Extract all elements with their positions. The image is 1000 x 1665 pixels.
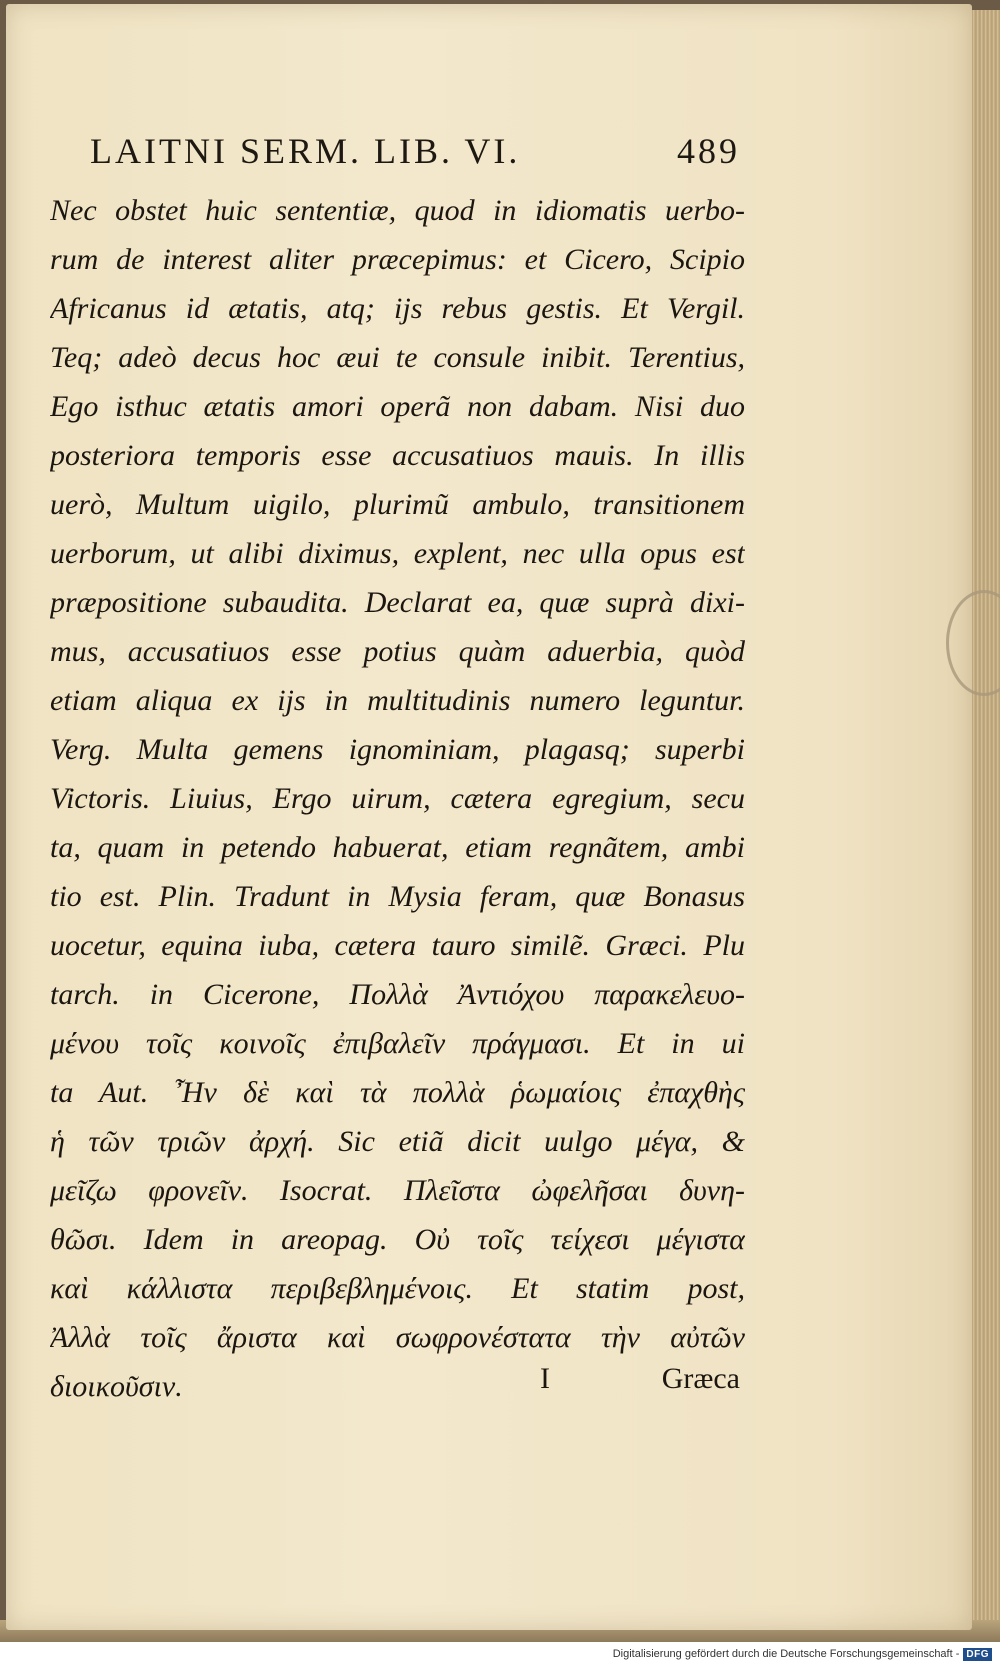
running-head bbox=[90, 130, 740, 180]
text-line: præpositione subaudita. Declarat ea, quæ suprà dixi- bbox=[50, 586, 745, 619]
text-line: Nec obstet huic sententiæ, quod in idiomatis uerbo- bbox=[50, 194, 745, 227]
page-foot bbox=[540, 1362, 740, 1407]
text-line: Teq; adeò decus hoc æui te consule inibit. Terentius, bbox=[50, 341, 745, 374]
text-line: Ἀλλὰ τοῖς ἄριστα καὶ σωφρονέστατα τὴν αὐτῶν bbox=[50, 1321, 745, 1354]
text-line: ἡ τῶν τριῶν ἀρχή. Sic etiã dicit uulgo μέγα, & bbox=[50, 1125, 745, 1158]
digitization-footer bbox=[0, 1643, 1000, 1665]
text-line: tarch. in Cicerone, Πολλὰ Ἀντιόχου παρακελευο- bbox=[50, 978, 745, 1011]
text-line: ta Aut. Ἦν δὲ καὶ τὰ πολλὰ ῥωμαίοις ἐπαχθὴς bbox=[50, 1076, 745, 1109]
catchword: Græca bbox=[661, 1362, 740, 1395]
text-line: tio est. Plin. Tradunt in Mysia feram, quæ Bonasus bbox=[50, 880, 745, 913]
text-line: Victoris. Liuius, Ergo uirum, cætera egregium, secu bbox=[50, 782, 745, 815]
signature-mark: I bbox=[540, 1362, 550, 1395]
body-text bbox=[50, 186, 745, 1411]
text-line: διοικοῦσιν. bbox=[50, 1370, 183, 1403]
funding-credit: Digitalisierung gefördert durch die Deutsche Forschungsgemeinschaft - bbox=[612, 1648, 960, 1660]
text-line: μεῖζω φρονεῖν. Isocrat. Πλεῖστα ὠφελῆσαι δυνη- bbox=[50, 1174, 745, 1207]
text-line: μένου τοῖς κοινοῖς ἐπιβαλεῖν πράγμασι. Et in ui bbox=[50, 1027, 745, 1060]
text-line: etiam aliqua ex ijs in multitudinis numero leguntur. bbox=[50, 684, 745, 717]
text-line: Verg. Multa gemens ignominiam, plagasq; superbi bbox=[50, 733, 745, 766]
text-line: uerborum, ut alibi diximus, explent, nec ulla opus est bbox=[50, 537, 745, 570]
text-line: posteriora temporis esse accusatiuos mauis. In illis bbox=[50, 439, 745, 472]
text-line: uocetur, equina iuba, cætera tauro similẽ. Græci. Plu bbox=[50, 929, 745, 962]
dfg-logo: DFG bbox=[963, 1648, 992, 1661]
text-line: θῶσι. Idem in areopag. Οὐ τοῖς τείχεσι μέγιστα bbox=[50, 1223, 745, 1256]
text-line: uerò, Multum uigilo, plurimũ ambulo, transitionem bbox=[50, 488, 745, 521]
page-number: 489 bbox=[677, 131, 740, 171]
text-line: rum de interest aliter præcepimus: et Cicero, Scipio bbox=[50, 243, 745, 276]
text-line: ta, quam in petendo habuerat, etiam regnãtem, ambi bbox=[50, 831, 745, 864]
text-line: mus, accusatiuos esse potius quàm aduerbia, quòd bbox=[50, 635, 745, 668]
text-line: Africanus id ætatis, atq; ijs rebus gestis. Et Vergil. bbox=[50, 292, 745, 325]
text-line: καὶ κάλλιστα περιβεβλημένοις. Et statim post, bbox=[50, 1272, 745, 1305]
running-head-title: LAITNI SERM. LIB. VI. bbox=[90, 131, 521, 171]
text-line: Ego isthuc ætatis amori operã non dabam. Nisi duo bbox=[50, 390, 745, 423]
